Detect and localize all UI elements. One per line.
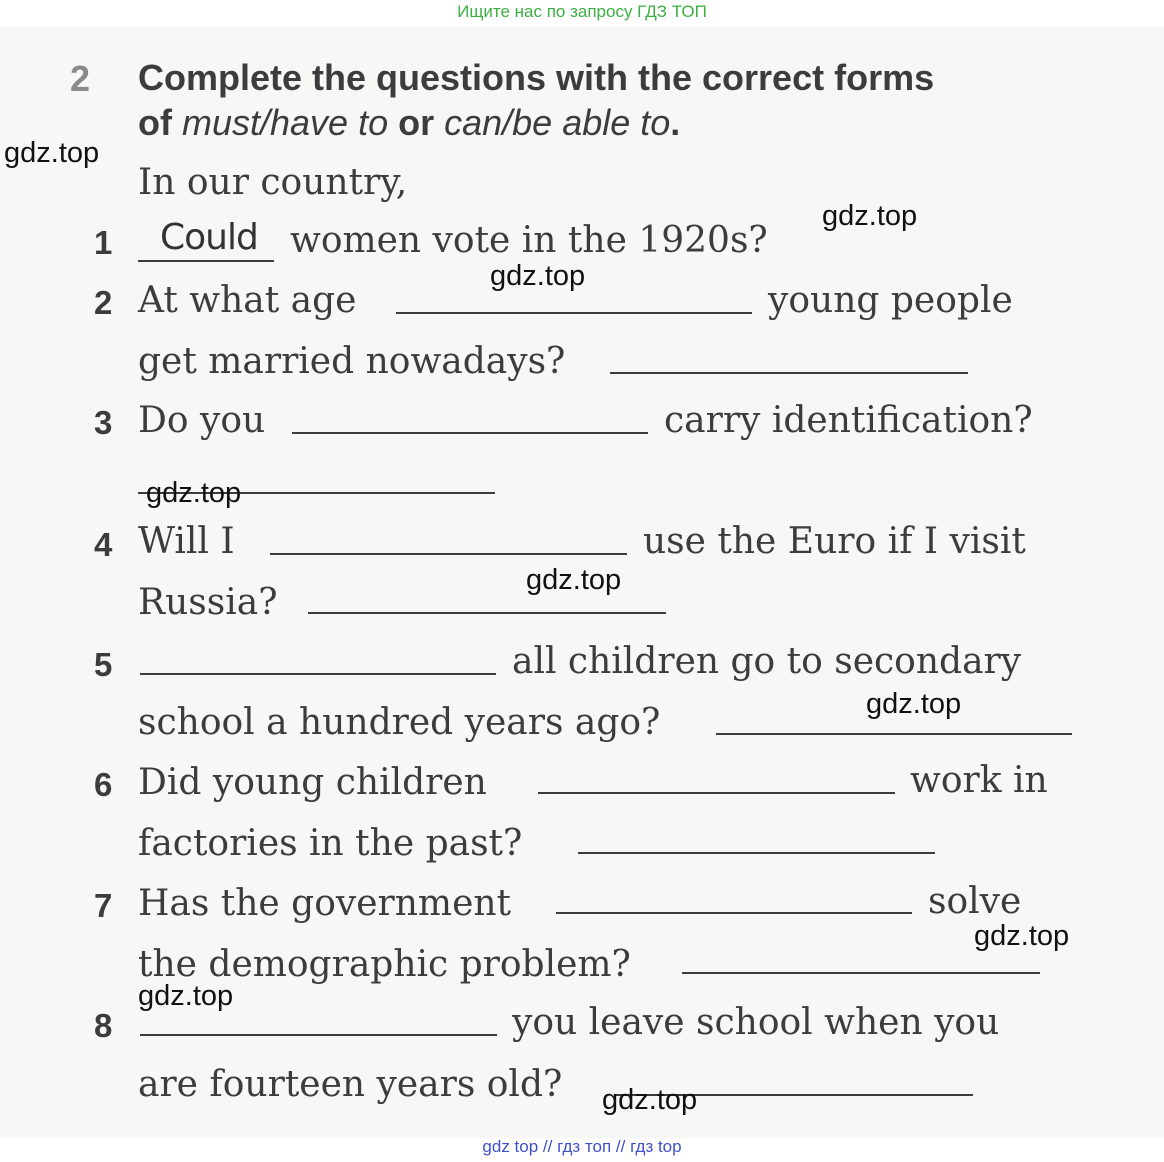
question-5-text-c: school a hundred years ago? [138, 702, 661, 743]
question-6-text-a: Did young children [138, 762, 487, 803]
question-2-text-b: young people [768, 280, 1013, 321]
question-4-blank-1[interactable] [270, 553, 627, 555]
question-7-text-a: Has the government [138, 883, 512, 924]
question-1-number: 1 [94, 224, 113, 261]
instruction-of: of [138, 102, 182, 143]
watermark: gdz.top [866, 688, 962, 720]
instruction-can: can/be able to [444, 102, 671, 143]
question-7-text-c: the demographic problem? [138, 944, 631, 985]
top-banner[interactable]: Ищите нас по запросу ГДЗ ТОП [457, 2, 707, 21]
watermark: gdz.top [526, 564, 622, 596]
watermark: gdz.top [138, 980, 234, 1012]
instruction-must: must/have to [181, 102, 389, 143]
question-8-blank-1[interactable] [140, 1034, 497, 1036]
question-7-text-b: solve [928, 881, 1022, 922]
question-6-text-c: factories in the past? [138, 823, 523, 864]
question-2-number: 2 [94, 284, 113, 321]
question-5-blank-2[interactable] [716, 733, 1072, 735]
exercise-number: 2 [70, 58, 91, 99]
instruction-line-1: Complete the questions with the correct forms [138, 57, 935, 98]
question-8-number: 8 [94, 1007, 113, 1044]
question-2-text-a: At what age [138, 280, 357, 321]
question-7-number: 7 [94, 887, 113, 924]
question-2-text-c: get married nowadays? [138, 341, 566, 382]
bottom-banner[interactable]: gdz top // гдз топ // гдз top [482, 1137, 682, 1156]
watermark: gdz.top [822, 200, 918, 232]
question-6-blank-2[interactable] [578, 852, 935, 854]
watermark: gdz.top [602, 1084, 698, 1116]
question-5-blank-1[interactable] [140, 673, 496, 675]
question-7-blank-1[interactable] [556, 912, 912, 914]
question-4-blank-2[interactable] [308, 612, 666, 614]
question-3-number: 3 [94, 404, 113, 441]
question-5-text-b: all children go to secondary [512, 641, 1022, 682]
question-8-text-b: you leave school when you [512, 1002, 1000, 1043]
watermark: gdz.top [4, 137, 100, 169]
question-6-blank-1[interactable] [538, 792, 895, 794]
question-3-text-b: carry identification? [664, 400, 1033, 441]
question-4-text-b: use the Euro if I visit [643, 521, 1026, 562]
question-2-blank-1[interactable] [396, 312, 752, 314]
question-4-text-c: Russia? [138, 582, 278, 623]
watermark: gdz.top [146, 477, 242, 509]
question-3-text-a: Do you [138, 400, 266, 441]
question-6-number: 6 [94, 766, 113, 803]
instruction-or: or [388, 102, 445, 143]
instruction-end: . [670, 102, 681, 143]
question-4-text-a: Will I [138, 521, 235, 562]
question-6-text-b: work in [910, 760, 1048, 801]
question-4-number: 4 [94, 526, 113, 563]
watermark: gdz.top [974, 920, 1070, 952]
question-3-blank-1[interactable] [292, 432, 648, 434]
question-1-blank[interactable] [138, 260, 274, 262]
question-1-answer: Could [160, 217, 258, 258]
question-5-number: 5 [94, 646, 113, 683]
instruction-line-2 [138, 102, 680, 144]
intro-text: In our country, [138, 162, 408, 203]
question-1-text: women vote in the 1920s? [290, 220, 768, 261]
question-8-text-c: are fourteen years old? [138, 1064, 563, 1105]
question-2-blank-2[interactable] [610, 372, 968, 374]
watermark: gdz.top [490, 260, 586, 292]
question-7-blank-2[interactable] [682, 972, 1040, 974]
